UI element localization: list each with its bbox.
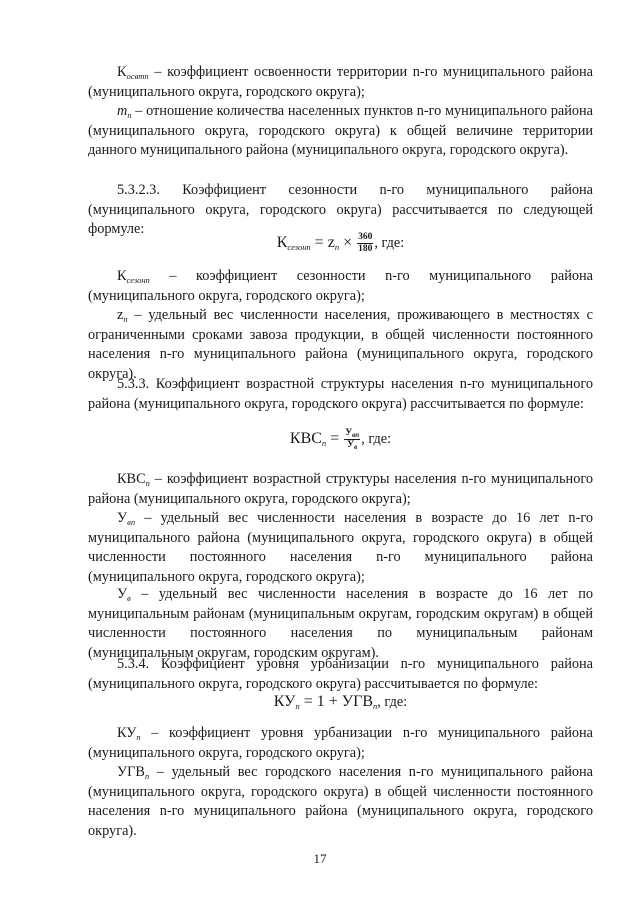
definition-k-sezonp xyxy=(88,267,593,306)
formula-fraction xyxy=(344,428,360,451)
definition-text: – удельный вес численности населения, проживающего в местностях с ограниченными сроками завоза продукции, в общей численности постоянного населения n-го муниципального района (муниципального округа, городского округа). xyxy=(88,307,593,382)
formula-lhs-subscript: сезонп xyxy=(287,242,311,253)
definition-text: – удельный вес численности населения в возрасте до 16 лет по муниципальным районам (муниципальным округам, городским округам) в общей численности постоянного населения по муниципальным районам (муниципальным округам, городским округам). xyxy=(88,586,593,661)
fraction-numerator: 360 xyxy=(358,232,373,242)
formula-times: × xyxy=(339,234,357,252)
formula-lhs: КУ xyxy=(273,693,296,710)
symbol-subscript: в xyxy=(127,593,131,603)
symbol: КВС xyxy=(117,471,146,487)
definition-text: – коэффициент освоенности территории n-го муниципального района (муниципального округа, городского округа); xyxy=(88,64,593,100)
denominator-subscript: в xyxy=(354,443,358,451)
symbol: m xyxy=(117,103,128,119)
symbol-subscript: сезонп xyxy=(126,275,150,285)
definition-k-osvtp xyxy=(88,63,593,102)
section-5-3-2-3 xyxy=(88,181,593,240)
symbol-subscript: освтп xyxy=(126,71,149,81)
fraction-numerator xyxy=(344,428,360,440)
formula-equals: = xyxy=(326,430,344,448)
fraction-denominator: 180 xyxy=(358,244,373,254)
definition-text: – отношение количества населенных пунктов n-го муниципального района (муниципального округа, городского округа) к общей величине территории данного муниципального района (муниципального округа, городского округа). xyxy=(88,103,593,159)
section-text: 5.3.3. Коэффициент возрастной структуры населения n-го муниципального района (муниципального округа, городского округа) рассчитывается по формуле: xyxy=(88,376,593,412)
formula-lhs: К xyxy=(276,234,288,252)
section-5-3-4 xyxy=(88,655,593,694)
symbol-subscript: n xyxy=(123,314,128,324)
definition-kvs-n xyxy=(88,470,593,509)
page-number: 17 xyxy=(313,851,327,866)
section-text: 5.3.4. Коэффициент уровня урбанизации n-го муниципального района (муниципального округа, городского округа) рассчитывается по формуле: xyxy=(88,656,593,692)
symbol-subscript: n xyxy=(144,771,150,781)
symbol: КУ xyxy=(117,725,137,741)
definition-text: – удельный вес городского населения n-го муниципального района (муниципального округа, городского округа) в общей численности постоянного населения n-го муниципального района (муниципального округа, городского округа). xyxy=(88,764,593,839)
fraction-denominator xyxy=(346,440,358,451)
symbol: К xyxy=(117,64,127,80)
formula-equals: = 1 + xyxy=(299,693,342,710)
definition-text: – коэффициент возрастной структуры населения n-го муниципального района (муниципального округа, городского округа); xyxy=(88,471,593,507)
formula-rhs: УГВ xyxy=(341,693,374,710)
formula-fraction xyxy=(357,232,373,255)
symbol: УГВ xyxy=(117,764,145,780)
definition-u-v xyxy=(88,585,593,663)
denominator-symbol: У xyxy=(347,440,355,450)
formula-age-structure xyxy=(88,428,593,451)
numerator-symbol: У xyxy=(345,428,353,438)
section-5-3-3 xyxy=(88,375,593,414)
formula-lhs-subscript: n xyxy=(295,701,300,711)
definition-m-n xyxy=(88,102,593,161)
formula-lhs: КВС xyxy=(289,430,322,448)
definition-ugv-n xyxy=(88,763,593,841)
symbol: К xyxy=(117,268,127,284)
symbol-subscript: n xyxy=(145,478,150,488)
symbol-subscript: вп xyxy=(127,517,136,527)
formula-seasonality xyxy=(88,232,593,255)
section-text: 5.3.2.3. Коэффициент сезонности n-го муниципального района (муниципального округа, городского округа) рассчитывается по следующей формуле: xyxy=(88,182,593,238)
formula-tail: , где: xyxy=(374,235,405,252)
formula-var: z xyxy=(327,234,335,252)
formula-lhs-subscript: n xyxy=(321,438,327,449)
definition-text: – коэффициент сезонности n-го муниципального района (муниципального округа, городского округа); xyxy=(88,268,593,304)
definition-text: – удельный вес численности населения в возрасте до 16 лет n-го муниципального района (муниципального округа, городского округа) в общей численности постоянного населения n-го муниципального района (муниципального округа, городского округа); xyxy=(88,510,593,585)
formula-urbanization xyxy=(88,693,593,711)
definition-text: – коэффициент уровня урбанизации n-го муниципального района (муниципального округа, городского округа); xyxy=(88,725,593,761)
formula-equals: = xyxy=(310,234,328,252)
definition-ku-n xyxy=(88,724,593,763)
formula-rhs-subscript: n xyxy=(373,701,378,711)
symbol: z xyxy=(117,307,124,323)
definition-u-vp xyxy=(88,509,593,587)
symbol: У xyxy=(117,510,128,526)
numerator-subscript: вп xyxy=(352,431,360,439)
definition-z-n xyxy=(88,306,593,384)
symbol-subscript: n xyxy=(127,110,132,120)
formula-var-subscript: n xyxy=(334,242,340,253)
formula-tail: , где: xyxy=(377,694,408,710)
formula-tail: , где: xyxy=(361,431,392,448)
symbol-subscript: n xyxy=(136,732,141,742)
symbol: У xyxy=(117,586,128,602)
